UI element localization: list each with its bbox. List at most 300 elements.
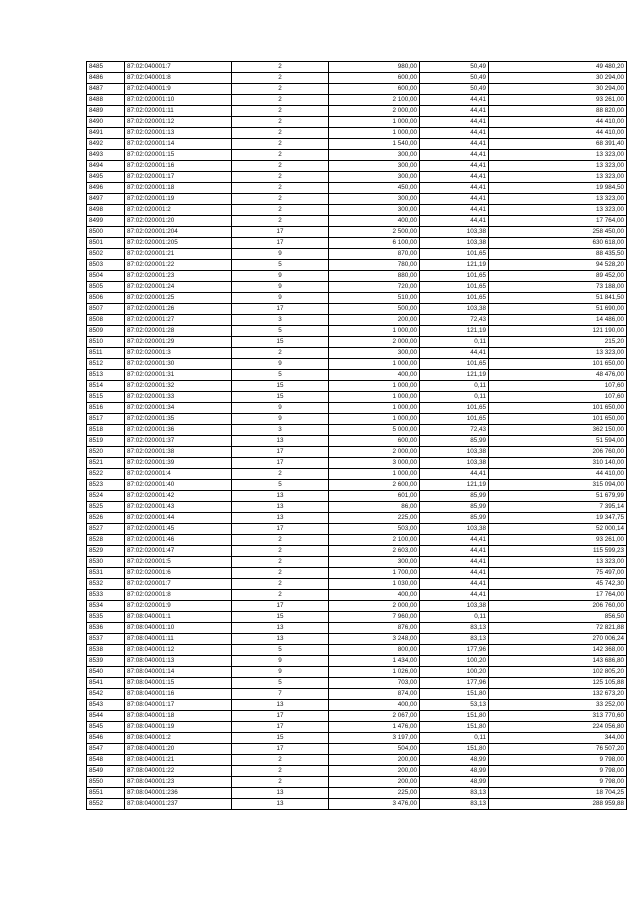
group-cell: 2 <box>232 755 329 766</box>
cadastral-value-cell: 51 841,50 <box>489 293 627 304</box>
table-row <box>87 458 627 469</box>
cadastral-value-cell: 89 452,00 <box>489 271 627 282</box>
row-number-cell: 8515 <box>87 392 125 403</box>
cadastral-value-cell: 313 770,60 <box>489 711 627 722</box>
cadastral-value-cell: 49 480,20 <box>489 62 627 73</box>
row-number-cell: 8534 <box>87 601 125 612</box>
group-cell: 13 <box>232 491 329 502</box>
cadastral-value-cell: 13 323,00 <box>489 205 627 216</box>
cadastral-number-cell: 87:02:020001:44 <box>125 513 232 524</box>
specific-value-cell: 103,38 <box>420 458 489 469</box>
specific-value-cell: 101,65 <box>420 249 489 260</box>
table-row <box>87 271 627 282</box>
specific-value-cell: 101,65 <box>420 414 489 425</box>
row-number-cell: 8500 <box>87 227 125 238</box>
specific-value-cell: 0,11 <box>420 381 489 392</box>
cadastral-value-cell: 121 190,00 <box>489 326 627 337</box>
table-row <box>87 84 627 95</box>
cadastral-number-cell: 87:02:020001:14 <box>125 139 232 150</box>
area-cell: 300,00 <box>329 348 420 359</box>
table-row <box>87 568 627 579</box>
table-row <box>87 744 627 755</box>
area-cell: 5 000,00 <box>329 425 420 436</box>
row-number-cell: 8528 <box>87 535 125 546</box>
cadastral-value-cell: 75 497,00 <box>489 568 627 579</box>
area-cell: 720,00 <box>329 282 420 293</box>
group-cell: 9 <box>232 293 329 304</box>
cadastral-value-cell: 33 252,00 <box>489 700 627 711</box>
table-row <box>87 359 627 370</box>
area-cell: 300,00 <box>329 161 420 172</box>
table-row <box>87 469 627 480</box>
row-number-cell: 8526 <box>87 513 125 524</box>
group-cell: 2 <box>232 568 329 579</box>
group-cell: 9 <box>232 359 329 370</box>
area-cell: 200,00 <box>329 315 420 326</box>
cadastral-value-cell: 13 323,00 <box>489 172 627 183</box>
table-row <box>87 766 627 777</box>
group-cell: 17 <box>232 304 329 315</box>
cadastral-number-cell: 87:02:020001:20 <box>125 216 232 227</box>
group-cell: 13 <box>232 799 329 810</box>
group-cell: 2 <box>232 73 329 84</box>
row-number-cell: 8536 <box>87 623 125 634</box>
cadastral-number-cell: 87:08:040001:19 <box>125 722 232 733</box>
table-row <box>87 260 627 271</box>
specific-value-cell: 103,38 <box>420 601 489 612</box>
table-row <box>87 557 627 568</box>
table-row <box>87 601 627 612</box>
row-number-cell: 8537 <box>87 634 125 645</box>
group-cell: 3 <box>232 425 329 436</box>
row-number-cell: 8486 <box>87 73 125 84</box>
row-number-cell: 8532 <box>87 579 125 590</box>
group-cell: 7 <box>232 689 329 700</box>
specific-value-cell: 103,38 <box>420 447 489 458</box>
specific-value-cell: 0,11 <box>420 337 489 348</box>
specific-value-cell: 48,99 <box>420 777 489 788</box>
cadastral-value-cell: 51 594,00 <box>489 436 627 447</box>
area-cell: 2 100,00 <box>329 95 420 106</box>
group-cell: 15 <box>232 381 329 392</box>
row-number-cell: 8542 <box>87 689 125 700</box>
specific-value-cell: 103,38 <box>420 304 489 315</box>
area-cell: 400,00 <box>329 590 420 601</box>
row-number-cell: 8485 <box>87 62 125 73</box>
group-cell: 5 <box>232 480 329 491</box>
cadastral-value-cell: 14 486,00 <box>489 315 627 326</box>
table-row <box>87 656 627 667</box>
group-cell: 17 <box>232 601 329 612</box>
row-number-cell: 8506 <box>87 293 125 304</box>
group-cell: 13 <box>232 513 329 524</box>
cadastral-value-cell: 310 140,00 <box>489 458 627 469</box>
cadastral-value-cell: 206 760,00 <box>489 601 627 612</box>
row-number-cell: 8547 <box>87 744 125 755</box>
area-cell: 2 000,00 <box>329 106 420 117</box>
specific-value-cell: 100,20 <box>420 656 489 667</box>
area-cell: 500,00 <box>329 304 420 315</box>
area-cell: 2 100,00 <box>329 535 420 546</box>
group-cell: 2 <box>232 546 329 557</box>
area-cell: 86,00 <box>329 502 420 513</box>
table-row <box>87 755 627 766</box>
cadastral-value-cell: 288 959,88 <box>489 799 627 810</box>
cadastral-value-cell: 51 690,00 <box>489 304 627 315</box>
group-cell: 2 <box>232 128 329 139</box>
row-number-cell: 8514 <box>87 381 125 392</box>
cadastral-value-cell: 13 323,00 <box>489 150 627 161</box>
area-cell: 1 000,00 <box>329 326 420 337</box>
cadastral-number-cell: 87:02:020001:5 <box>125 557 232 568</box>
area-cell: 400,00 <box>329 700 420 711</box>
row-number-cell: 8531 <box>87 568 125 579</box>
cadastral-number-cell: 87:02:020001:11 <box>125 106 232 117</box>
specific-value-cell: 44,41 <box>420 194 489 205</box>
group-cell: 2 <box>232 106 329 117</box>
table-row <box>87 183 627 194</box>
specific-value-cell: 50,49 <box>420 73 489 84</box>
group-cell: 2 <box>232 84 329 95</box>
document-page <box>86 61 627 810</box>
table-row <box>87 161 627 172</box>
row-number-cell: 8521 <box>87 458 125 469</box>
group-cell: 5 <box>232 260 329 271</box>
area-cell: 1 700,00 <box>329 568 420 579</box>
table-row <box>87 238 627 249</box>
cadastral-value-cell: 9 798,00 <box>489 755 627 766</box>
cadastral-number-cell: 87:08:040001:15 <box>125 678 232 689</box>
table-row <box>87 612 627 623</box>
cadastral-number-cell: 87:02:020001:34 <box>125 403 232 414</box>
cadastral-number-cell: 87:08:040001:20 <box>125 744 232 755</box>
cadastral-number-cell: 87:02:020001:12 <box>125 117 232 128</box>
cadastral-number-cell: 87:02:020001:35 <box>125 414 232 425</box>
cadastral-value-cell: 44 410,00 <box>489 128 627 139</box>
table-row <box>87 799 627 810</box>
group-cell: 13 <box>232 436 329 447</box>
group-cell: 17 <box>232 458 329 469</box>
table-row <box>87 436 627 447</box>
specific-value-cell: 44,41 <box>420 172 489 183</box>
cadastral-number-cell: 87:08:040001:1 <box>125 612 232 623</box>
cadastral-number-cell: 87:08:040001:18 <box>125 711 232 722</box>
group-cell: 2 <box>232 183 329 194</box>
row-number-cell: 8499 <box>87 216 125 227</box>
cadastral-value-cell: 101 650,00 <box>489 359 627 370</box>
specific-value-cell: 48,99 <box>420 755 489 766</box>
table-row <box>87 414 627 425</box>
row-number-cell: 8522 <box>87 469 125 480</box>
cadastral-number-cell: 87:02:020001:31 <box>125 370 232 381</box>
table-row <box>87 480 627 491</box>
area-cell: 6 100,00 <box>329 238 420 249</box>
row-number-cell: 8505 <box>87 282 125 293</box>
group-cell: 13 <box>232 788 329 799</box>
row-number-cell: 8511 <box>87 348 125 359</box>
cadastral-number-cell: 87:08:040001:21 <box>125 755 232 766</box>
row-number-cell: 8490 <box>87 117 125 128</box>
group-cell: 9 <box>232 271 329 282</box>
table-row <box>87 700 627 711</box>
row-number-cell: 8543 <box>87 700 125 711</box>
area-cell: 1 000,00 <box>329 469 420 480</box>
area-cell: 980,00 <box>329 62 420 73</box>
cadastral-value-cell: 362 150,00 <box>489 425 627 436</box>
specific-value-cell: 83,13 <box>420 788 489 799</box>
area-cell: 880,00 <box>329 271 420 282</box>
cadastral-value-cell: 115 599,23 <box>489 546 627 557</box>
cadastral-value-cell: 17 764,00 <box>489 216 627 227</box>
group-cell: 5 <box>232 645 329 656</box>
row-number-cell: 8517 <box>87 414 125 425</box>
group-cell: 2 <box>232 194 329 205</box>
area-cell: 503,00 <box>329 524 420 535</box>
row-number-cell: 8538 <box>87 645 125 656</box>
cadastral-number-cell: 87:02:020001:205 <box>125 238 232 249</box>
cadastral-number-cell: 87:02:020001:43 <box>125 502 232 513</box>
cadastral-value-cell: 630 618,00 <box>489 238 627 249</box>
row-number-cell: 8496 <box>87 183 125 194</box>
cadastral-number-cell: 87:08:040001:16 <box>125 689 232 700</box>
cadastral-value-cell: 258 450,00 <box>489 227 627 238</box>
cadastral-number-cell: 87:02:020001:22 <box>125 260 232 271</box>
table-row <box>87 711 627 722</box>
cadastral-number-cell: 87:02:020001:42 <box>125 491 232 502</box>
cadastral-number-cell: 87:02:020001:15 <box>125 150 232 161</box>
cadastral-value-cell: 7 395,14 <box>489 502 627 513</box>
group-cell: 9 <box>232 414 329 425</box>
cadastral-value-cell: 48 476,00 <box>489 370 627 381</box>
table-row <box>87 722 627 733</box>
table-body <box>87 62 627 810</box>
table-row <box>87 788 627 799</box>
table-row <box>87 645 627 656</box>
group-cell: 17 <box>232 524 329 535</box>
cadastral-number-cell: 87:02:020001:4 <box>125 469 232 480</box>
table-row <box>87 172 627 183</box>
group-cell: 9 <box>232 282 329 293</box>
specific-value-cell: 101,65 <box>420 359 489 370</box>
cadastral-number-cell: 87:02:020001:30 <box>125 359 232 370</box>
cadastral-number-cell: 87:02:020001:7 <box>125 579 232 590</box>
cadastral-number-cell: 87:02:020001:40 <box>125 480 232 491</box>
cadastral-value-cell: 93 261,00 <box>489 95 627 106</box>
cadastral-number-cell: 87:02:040001:7 <box>125 62 232 73</box>
cadastral-number-cell: 87:02:020001:28 <box>125 326 232 337</box>
row-number-cell: 8545 <box>87 722 125 733</box>
table-row <box>87 315 627 326</box>
cadastral-number-cell: 87:02:020001:24 <box>125 282 232 293</box>
cadastral-value-cell: 13 323,00 <box>489 557 627 568</box>
table-row <box>87 392 627 403</box>
cadastral-value-cell: 52 000,14 <box>489 524 627 535</box>
table-row <box>87 689 627 700</box>
area-cell: 2 603,00 <box>329 546 420 557</box>
group-cell: 5 <box>232 370 329 381</box>
row-number-cell: 8550 <box>87 777 125 788</box>
group-cell: 15 <box>232 733 329 744</box>
area-cell: 3 248,00 <box>329 634 420 645</box>
group-cell: 3 <box>232 315 329 326</box>
specific-value-cell: 151,80 <box>420 722 489 733</box>
group-cell: 2 <box>232 766 329 777</box>
cadastral-number-cell: 87:08:040001:237 <box>125 799 232 810</box>
area-cell: 780,00 <box>329 260 420 271</box>
specific-value-cell: 44,41 <box>420 183 489 194</box>
row-number-cell: 8549 <box>87 766 125 777</box>
area-cell: 2 000,00 <box>329 601 420 612</box>
group-cell: 2 <box>232 205 329 216</box>
specific-value-cell: 0,11 <box>420 612 489 623</box>
area-cell: 1 540,00 <box>329 139 420 150</box>
area-cell: 3 197,00 <box>329 733 420 744</box>
specific-value-cell: 44,41 <box>420 469 489 480</box>
table-row <box>87 733 627 744</box>
cadastral-value-cell: 9 798,00 <box>489 766 627 777</box>
cadastral-number-cell: 87:02:020001:38 <box>125 447 232 458</box>
cadastral-number-cell: 87:02:020001:204 <box>125 227 232 238</box>
cadastral-value-cell: 206 760,00 <box>489 447 627 458</box>
row-number-cell: 8508 <box>87 315 125 326</box>
table-row <box>87 95 627 106</box>
specific-value-cell: 44,41 <box>420 106 489 117</box>
cadastral-number-cell: 87:02:020001:3 <box>125 348 232 359</box>
specific-value-cell: 53,13 <box>420 700 489 711</box>
area-cell: 1 000,00 <box>329 359 420 370</box>
specific-value-cell: 151,80 <box>420 689 489 700</box>
group-cell: 17 <box>232 722 329 733</box>
table-row <box>87 535 627 546</box>
cadastral-value-cell: 45 742,30 <box>489 579 627 590</box>
cadastral-value-cell: 94 528,20 <box>489 260 627 271</box>
cadastral-number-cell: 87:08:040001:14 <box>125 667 232 678</box>
group-cell: 17 <box>232 447 329 458</box>
table-row <box>87 326 627 337</box>
cadastral-number-cell: 87:02:040001:8 <box>125 73 232 84</box>
table-row <box>87 216 627 227</box>
cadastral-value-cell: 215,20 <box>489 337 627 348</box>
row-number-cell: 8518 <box>87 425 125 436</box>
table-row <box>87 249 627 260</box>
specific-value-cell: 44,41 <box>420 557 489 568</box>
table-row <box>87 403 627 414</box>
cadastral-number-cell: 87:02:020001:2 <box>125 205 232 216</box>
row-number-cell: 8495 <box>87 172 125 183</box>
cadastral-value-cell: 44 410,00 <box>489 117 627 128</box>
table-row <box>87 425 627 436</box>
cadastral-number-cell: 87:08:040001:12 <box>125 645 232 656</box>
cadastral-number-cell: 87:02:020001:21 <box>125 249 232 260</box>
group-cell: 2 <box>232 216 329 227</box>
cadastral-number-cell: 87:08:040001:11 <box>125 634 232 645</box>
table-row <box>87 282 627 293</box>
cadastral-value-cell: 270 006,24 <box>489 634 627 645</box>
row-number-cell: 8509 <box>87 326 125 337</box>
specific-value-cell: 44,41 <box>420 161 489 172</box>
specific-value-cell: 44,41 <box>420 139 489 150</box>
specific-value-cell: 48,99 <box>420 766 489 777</box>
cadastral-number-cell: 87:02:020001:33 <box>125 392 232 403</box>
area-cell: 876,00 <box>329 623 420 634</box>
table-row <box>87 337 627 348</box>
group-cell: 9 <box>232 656 329 667</box>
area-cell: 1 030,00 <box>329 579 420 590</box>
row-number-cell: 8494 <box>87 161 125 172</box>
cadastral-value-cell: 88 435,50 <box>489 249 627 260</box>
group-cell: 9 <box>232 403 329 414</box>
cadastral-value-table <box>86 61 627 810</box>
area-cell: 2 500,00 <box>329 227 420 238</box>
specific-value-cell: 121,19 <box>420 260 489 271</box>
specific-value-cell: 85,99 <box>420 491 489 502</box>
area-cell: 1 000,00 <box>329 117 420 128</box>
cadastral-value-cell: 125 105,88 <box>489 678 627 689</box>
specific-value-cell: 101,65 <box>420 403 489 414</box>
area-cell: 870,00 <box>329 249 420 260</box>
specific-value-cell: 44,41 <box>420 205 489 216</box>
table-row <box>87 502 627 513</box>
cadastral-value-cell: 19 984,50 <box>489 183 627 194</box>
specific-value-cell: 44,41 <box>420 117 489 128</box>
row-number-cell: 8507 <box>87 304 125 315</box>
table-row <box>87 117 627 128</box>
specific-value-cell: 44,41 <box>420 579 489 590</box>
table-row <box>87 370 627 381</box>
cadastral-value-cell: 132 673,20 <box>489 689 627 700</box>
area-cell: 3 000,00 <box>329 458 420 469</box>
table-row <box>87 304 627 315</box>
cadastral-value-cell: 9 798,00 <box>489 777 627 788</box>
specific-value-cell: 103,38 <box>420 238 489 249</box>
cadastral-number-cell: 87:02:020001:16 <box>125 161 232 172</box>
area-cell: 225,00 <box>329 788 420 799</box>
cadastral-number-cell: 87:02:020001:17 <box>125 172 232 183</box>
area-cell: 1 476,00 <box>329 722 420 733</box>
specific-value-cell: 44,41 <box>420 590 489 601</box>
group-cell: 13 <box>232 634 329 645</box>
area-cell: 7 960,00 <box>329 612 420 623</box>
row-number-cell: 8503 <box>87 260 125 271</box>
cadastral-value-cell: 68 391,40 <box>489 139 627 150</box>
specific-value-cell: 50,49 <box>420 62 489 73</box>
table-row <box>87 62 627 73</box>
area-cell: 200,00 <box>329 777 420 788</box>
table-row <box>87 447 627 458</box>
cadastral-value-cell: 13 323,00 <box>489 161 627 172</box>
cadastral-number-cell: 87:02:020001:47 <box>125 546 232 557</box>
cadastral-number-cell: 87:02:020001:37 <box>125 436 232 447</box>
cadastral-number-cell: 87:02:020001:19 <box>125 194 232 205</box>
area-cell: 300,00 <box>329 557 420 568</box>
area-cell: 600,00 <box>329 73 420 84</box>
row-number-cell: 8533 <box>87 590 125 601</box>
specific-value-cell: 44,41 <box>420 150 489 161</box>
area-cell: 600,00 <box>329 84 420 95</box>
cadastral-number-cell: 87:08:040001:17 <box>125 700 232 711</box>
specific-value-cell: 103,38 <box>420 524 489 535</box>
group-cell: 2 <box>232 150 329 161</box>
specific-value-cell: 83,13 <box>420 623 489 634</box>
area-cell: 800,00 <box>329 645 420 656</box>
row-number-cell: 8492 <box>87 139 125 150</box>
specific-value-cell: 100,20 <box>420 667 489 678</box>
cadastral-number-cell: 87:08:040001:23 <box>125 777 232 788</box>
specific-value-cell: 151,80 <box>420 711 489 722</box>
specific-value-cell: 44,41 <box>420 546 489 557</box>
area-cell: 510,00 <box>329 293 420 304</box>
table-row <box>87 524 627 535</box>
